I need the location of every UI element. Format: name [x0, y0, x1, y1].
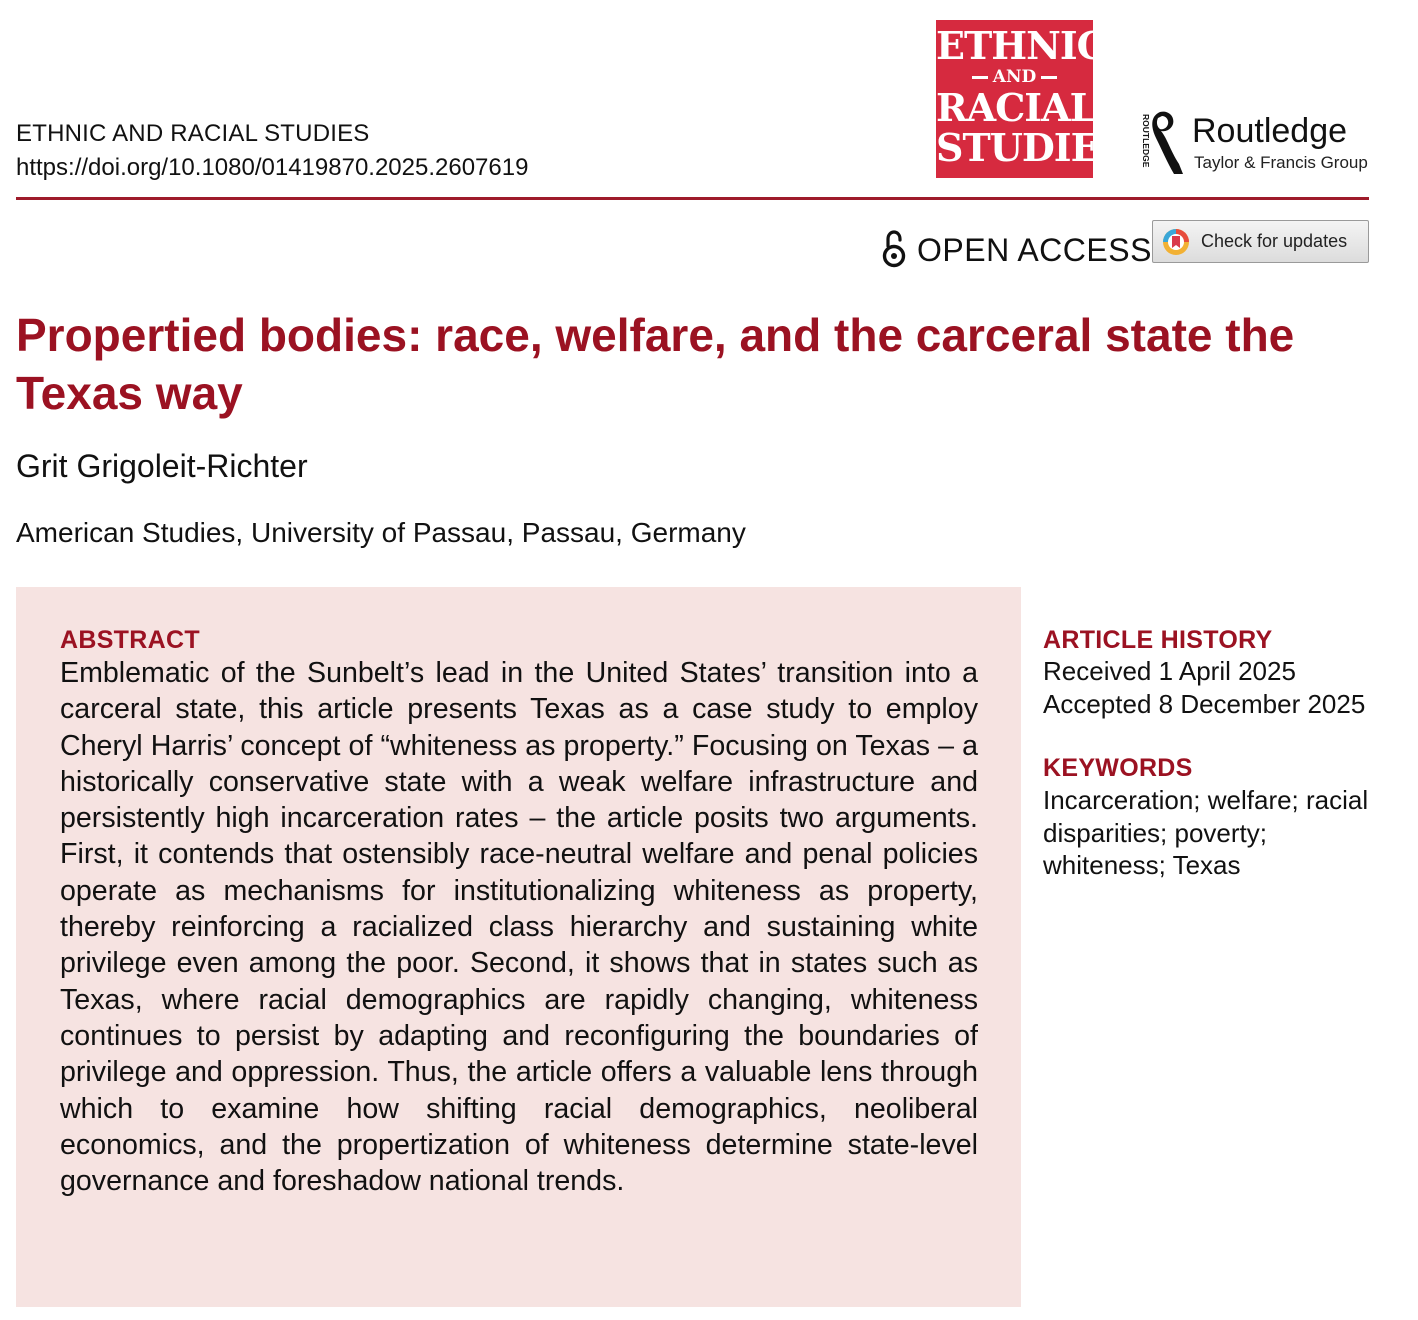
check-for-updates-label: Check for updates	[1201, 231, 1348, 251]
article-history-heading: ARTICLE HISTORY	[1043, 626, 1273, 654]
doi-link[interactable]: https://doi.org/10.1080/01419870.2025.2607619	[16, 154, 529, 181]
accepted-date: Accepted 8 December 2025	[1043, 689, 1366, 719]
header-rule	[16, 197, 1369, 200]
publisher-name: Routledge	[1192, 112, 1348, 150]
received-date: Received 1 April 2025	[1043, 656, 1296, 686]
journal-logo[interactable]	[936, 20, 1125, 178]
open-access-label: OPEN ACCESS	[917, 232, 1152, 268]
journal-logo-line4: STUDIES	[936, 125, 1125, 170]
abstract-text: Emblematic of the Sunbelt’s lead in the United States’ transition into a carceral state, this article presents Texas as a case study to employ Cheryl Harris’ concept of “whiteness as property.” Focusing on Texas – a historically conservative state with a weak welfare infrastructure and persistently high incarceration rates – the article posits two arguments. First, it contends that ostensibly race-neutral welfare and penal policies operate as mechanisms for institutionalizing whiteness as property, thereby reinforcing a racialized class hierarchy and sustaining white privilege even among the poor. Second, it shows that in states such as Texas, where racial demographics are rapidly changing, whiteness continues to persist by adapting and reconfiguring the boundaries of privilege and oppression. Thus, the article offers a valuable lens through which to examine how shifting racial demographics, neoliberal economics, and the propertization of whiteness determine state-level governance and foreshadow national trends.	[60, 657, 978, 1198]
crossmark-icon	[1161, 227, 1191, 257]
journal-logo-and: AND	[992, 67, 1037, 87]
publisher-subtitle: Taylor & Francis Group	[1194, 153, 1368, 172]
keywords-list: Incarceration; welfare; racial disparities; poverty; whiteness; Texas	[1043, 785, 1369, 880]
check-for-updates-button[interactable]	[1152, 220, 1369, 263]
keywords-heading: KEYWORDS	[1043, 754, 1193, 782]
journal-logo-line3: RACIAL	[936, 85, 1096, 130]
open-access-icon	[880, 230, 908, 268]
author-affiliation: American Studies, University of Passau, Passau, Germany	[16, 517, 746, 548]
routledge-vertical-text: ROUTLEDGE	[1141, 114, 1151, 168]
journal-name: ETHNIC AND RACIAL STUDIES	[16, 120, 370, 147]
journal-logo-line1: ETHNIC	[936, 23, 1106, 68]
abstract-heading: ABSTRACT	[60, 626, 200, 654]
author-name[interactable]: Grit Grigoleit-Richter	[16, 448, 308, 484]
article-title: Propertied bodies: race, welfare, and the carceral state the Texas way	[16, 309, 1295, 419]
routledge-logo-icon	[1134, 108, 1184, 180]
